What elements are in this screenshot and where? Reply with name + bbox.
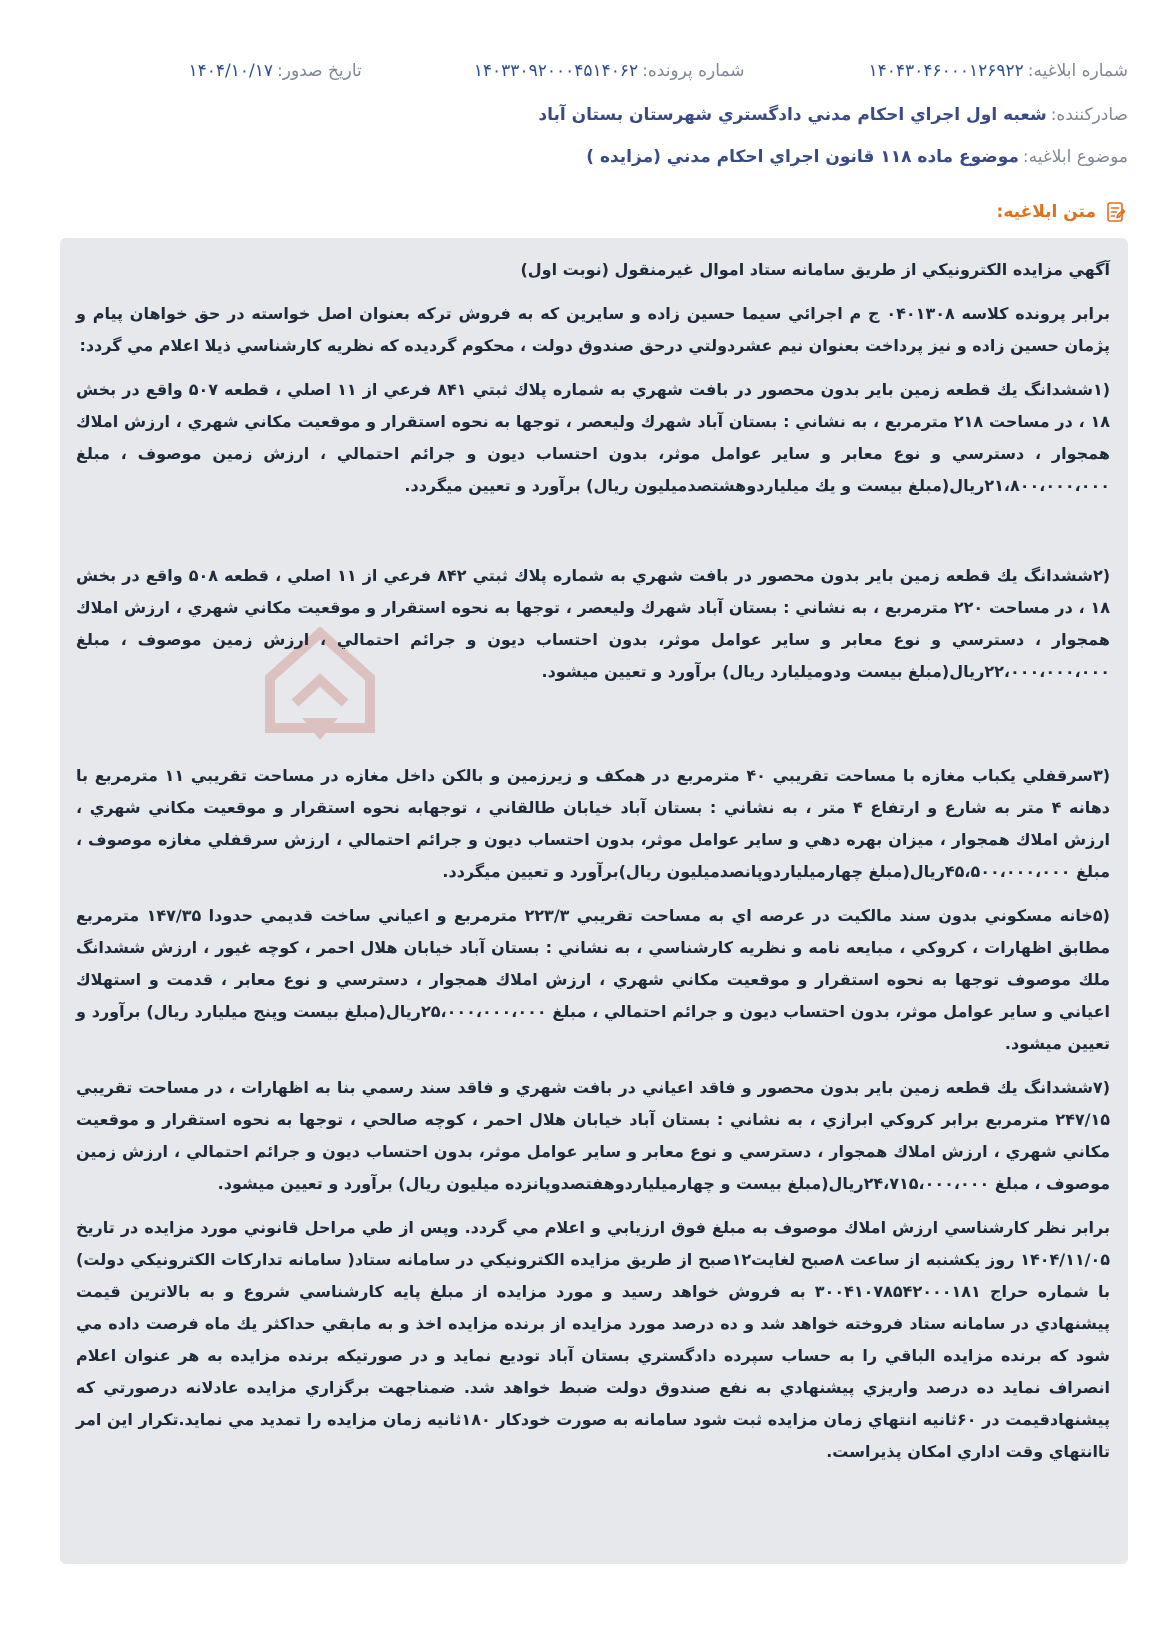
case-number-label: شماره پرونده: bbox=[642, 61, 745, 81]
subject-row bbox=[60, 140, 1128, 174]
section-title: متن ابلاغيه: bbox=[996, 202, 1096, 222]
case-number-value: ۱۴۰۳۳۰۹۲۰۰۰۴۵۱۴۰۶۲ bbox=[473, 61, 639, 81]
paragraph-intro: برابر پرونده كلاسه ۰۴۰۱۳۰۸ ج م اجرائي سيما حسين زاده و سايرين كه به فروش تركه بعنوان اصل خواسته در حق خواهان پيام و پژمان حسين زاده و نيز پرداخت بعنوان نيم عشردولتي درحق صندوق دولت ، محكوم گرديده كه نظريه كارشناسي ذيلا اعلام مي گردد: bbox=[76, 304, 1111, 355]
issue-date-label: تاريخ صدور: bbox=[277, 61, 362, 81]
notice-text-heading bbox=[60, 196, 1128, 228]
document-edit-icon bbox=[1104, 200, 1128, 224]
paragraph-item-7: (۷ششدانگ يك قطعه زمين باير بدون محصور و فاقد اعياني در بافت شهري و فاقد سند رسمي بنا به اظهارات ، در مساحت تقريبي ۲۴۷/۱۵ مترمربع برابر كروكي ابرازي ، به نشاني : بستان آباد خيابان هلال احمر ، كوچه صالحي ، توجها به نحوه استقرار و موقعيت مكاني شهري ، ارزش املاك همجوار ، دسترسي و نوع معابر و ساير عوامل موثر، بدون احتساب ديون و جرائم احتمالي ، ارزش زمين موصوف ، مبلغ ۲۴،۷۱۵،۰۰۰،۰۰۰ريال(مبلغ بيست و چهارميلياردوهفتصدوپانزده ميليون ريال) برآورد و تعيين ميشود. bbox=[76, 1078, 1110, 1193]
announcement-title: آگهي مزايده الكترونيكي از طريق سامانه ستاد اموال غيرمنقول (نوبت اول) bbox=[520, 260, 1110, 279]
issue-date bbox=[189, 61, 362, 81]
issue-date-value: ۱۴۰۴/۱۰/۱۷ bbox=[188, 61, 274, 81]
notice-content bbox=[60, 238, 1128, 1564]
paragraph-item-3: (۳سرقفلي يكباب مغازه با مساحت تقريبي ۴۰ مترمربع در همكف و زيرزمين و بالكن داخل مغازه در مساحت تقريبي ۱۱ مترمربع با دهانه ۴ متر به شارع و ارتفاع ۴ متر ، به نشاني : بستان آباد خيابان طالقاني ، توجهابه نحوه استقرار و موقعيت مكاني شهري ، ارزش املاك همجوار ، ميزان بهره دهي و ساير عوامل موثر، بدون احتساب ديون و جرائم احتمالي ، ارزش سرقفلي مغازه موصوف ، مبلغ ۴۵،۵۰۰،۰۰۰،۰۰۰ريال(مبلغ چهارميلياردوپانصدميليون ريال)برآورد و تعيين ميگردد. bbox=[76, 766, 1111, 881]
issuer-row bbox=[60, 98, 1128, 132]
notice-number-label: شماره ابلاغيه: bbox=[1027, 61, 1128, 81]
subject-label: موضوع ابلاغيه: bbox=[1022, 147, 1128, 167]
case-number bbox=[474, 61, 745, 81]
notice-number bbox=[869, 61, 1128, 81]
paragraph-item-5: (۵خانه مسكوني بدون سند مالكيت در عرصه اي به مساحت تقريبي ۲۲۳/۳ مترمربع و اعياني ساخت قديمي حدودا ۱۴۷/۳۵ مترمربع مطابق اظهارات ، كروكي ، مبايعه نامه و نظريه كارشناسي ، به نشاني : بستان آباد خيابان هلال احمر ، كوچه غيور ، ارزش ششدانگ ملك موصوف توجها به نحوه استقرار و موقعيت مكاني شهري ، ارزش املاك همجوار ، دسترسي و نوع معابر ، قدمت و استهلاك اعياني و ساير عوامل موثر، بدون احتساب ديون و جرائم احتمالي ، مبلغ ۲۵،۰۰۰،۰۰۰،۰۰۰ريال(مبلغ بيست وپنج ميليارد ريال) برآورد و تعيين ميشود. bbox=[76, 906, 1110, 1053]
issuer-value: شعبه اول اجراي احكام مدني دادگستري شهرستان بستان آباد bbox=[538, 105, 1047, 125]
paragraph-item-1: (۱ششدانگ يك قطعه زمين باير بدون محصور در بافت شهري به شماره پلاك ثبتي ۸۴۱ فرعي از ۱۱ اصلي ، قطعه ۵۰۷ واقع در بخش ۱۸ ، در مساحت ۲۱۸ مترمربع ، به نشاني : بستان آباد شهرك وليعصر ، توجها به نحوه استقرار و موقعيت مكاني شهري ، ارزش املاك همجوار ، دسترسي و نوع معابر و ساير عوامل موثر، بدون احتساب ديون و جرائم احتمالي ، ارزش زمين موصوف ، مبلغ ۲۱،۸۰۰،۰۰۰،۰۰۰ريال(مبلغ بيست و يك ميلياردوهشتصدميليون ريال) برآورد و تعيين ميگردد. bbox=[76, 380, 1111, 495]
paragraph-item-2: (۲ششدانگ يك قطعه زمين باير بدون محصور در بافت شهري به شماره پلاك ثبتي ۸۴۲ فرعي از ۱۱ اصلي ، قطعه ۵۰۸ واقع در بخش ۱۸ ، در مساحت ۲۲۰ مترمربع ، به نشاني : بستان آباد شهرك وليعصر ، توجها به نحوه استقرار و موقعيت مكاني شهري ، ارزش املاك همجوار ، دسترسي و نوع معابر و ساير عوامل موثر، بدون احتساب ديون و جرائم احتمالي ، ارزش زمين موصوف ، مبلغ ۲۲،۰۰۰،۰۰۰،۰۰۰ريال(مبلغ بيست ودوميليارد ريال) برآورد و تعيين ميشود. bbox=[76, 566, 1111, 681]
subject-value: موضوع ماده ۱۱۸ قانون اجراي احكام مدني (مزايده ) bbox=[586, 147, 1019, 167]
meta-numbers-row bbox=[60, 54, 1128, 88]
paragraph-auction-terms: برابر نظر كارشناسي ارزش املاك موصوف به مبلغ فوق ارزيابي و اعلام مي گردد. وپس از طي مراحل قانوني مورد مزايده در تاريخ ۱۴۰۴/۱۱/۰۵ روز يكشنبه از ساعت ۸صبح لغايت۱۲صبح از طريق مزايده الكترونيكي در سامانه ستاد( سامانه تداركات الكترونيكي دولت) با شماره حراج ۳۰۰۴۱۰۷۸۵۴۲۰۰۰۱۸۱ به فروش خواهد رسيد و مورد مزايده از مبلغ پايه كارشناسي شروع و به بالاترين قيمت پيشنهادي در سامانه ستاد فروخته خواهد شد و ده درصد مورد مزايده از برنده مزايده اخذ و به مابقي حداكثر يك ماه فرصت داده مي شود كه برنده مزايده الباقي را به حساب سپرده دادگستري بستان آباد توديع نمايد و در صورتيكه برنده مزايده به هر عنوان اعلام انصراف نمايد ده درصد واريزي پيشنهادي به نفع صندوق دولت ضبط خواهد شد. ضمناجهت برگزاري مزايده عادلانه درصورتي كه پيشنهادقيمت در ۶۰ثانيه انتهاي زمان مزايده ثبت شود سامانه به صورت خودكار ۱۸۰ثانيه زمان مزايده را تمديد مي نمايد.تكرار اين امر تاانتهاي وقت اداري امكان پذيراست. bbox=[76, 1218, 1111, 1461]
notice-number-value: ۱۴۰۴۳۰۴۶۰۰۰۱۲۶۹۲۲ bbox=[868, 61, 1024, 81]
issuer-label: صادرکننده: bbox=[1050, 105, 1128, 125]
